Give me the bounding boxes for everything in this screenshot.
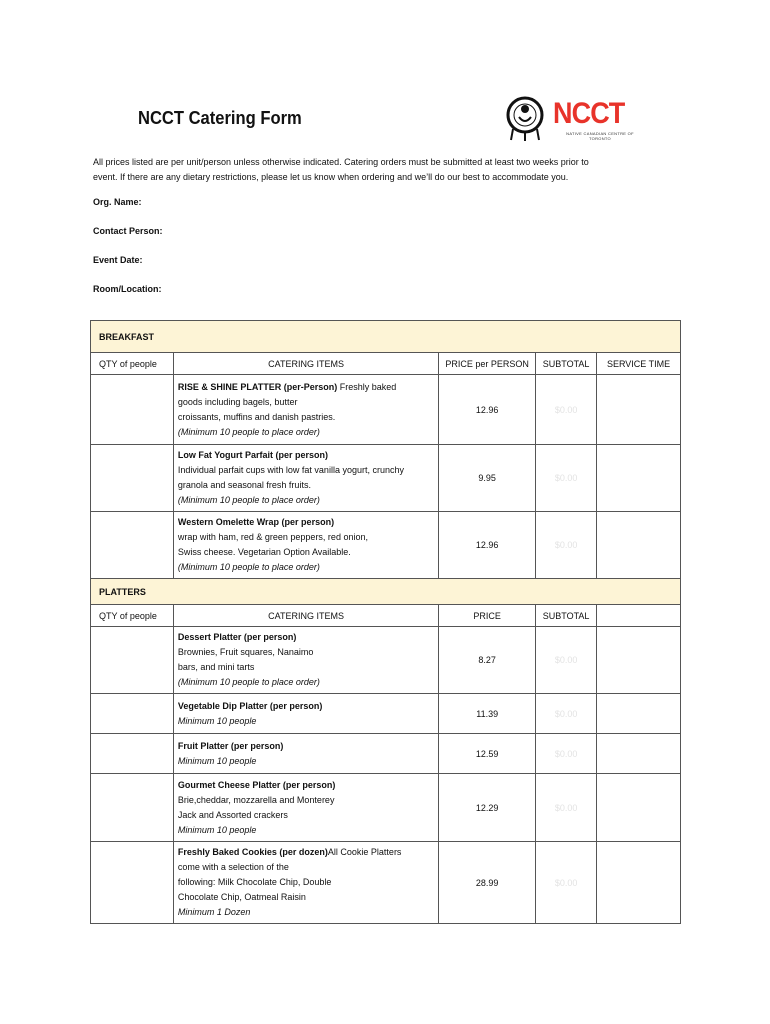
col-header-subtotal: SUBTOTAL [536, 353, 597, 375]
item-cell [173, 734, 438, 774]
qty-cell[interactable] [91, 445, 174, 512]
intro-line: All prices listed are per unit/person unless otherwise indicated. Catering orders must be submitted at least two weeks prior to [93, 157, 589, 167]
item-desc: goods including bagels, butter [177, 396, 298, 407]
item-cell [173, 842, 438, 924]
col-header-blank [597, 605, 681, 627]
item-name: Fruit Platter (per person) [177, 740, 284, 751]
item-desc: Swiss cheese. Vegetarian Option Available. [177, 547, 351, 557]
item-minimum: (Minimum 10 people to place order) [177, 495, 320, 505]
qty-cell[interactable] [91, 512, 174, 579]
intro-line: event. If there are any dietary restrictions, please let us know when ordering and we’ll do our best to accommodate you. [93, 172, 569, 182]
item-desc: Freshly baked [337, 381, 397, 392]
price-cell: 28.99 [439, 842, 536, 924]
qty-cell[interactable] [91, 694, 174, 734]
breakfast-header-row [91, 353, 681, 375]
item-cell [173, 445, 438, 512]
item-cell [173, 694, 438, 734]
item-minimum: (Minimum 10 people to place order) [177, 677, 320, 687]
breakfast-section-row [91, 321, 681, 353]
subtotal-cell: $0.00 [536, 842, 597, 924]
extra-cell[interactable] [597, 774, 681, 842]
item-name: Gourmet Cheese Platter (per person) [177, 779, 336, 790]
price-cell: 9.95 [439, 445, 536, 512]
item-name: Western Omelette Wrap (per person) [177, 517, 335, 527]
price-cell: 12.29 [439, 774, 536, 842]
price-cell: 12.96 [439, 375, 536, 445]
table-row [91, 375, 681, 445]
table-row [91, 734, 681, 774]
service-time-cell[interactable] [597, 375, 681, 445]
item-desc: bars, and mini tarts [177, 662, 255, 672]
platters-header-row [91, 605, 681, 627]
col-header-qty: QTY of people [91, 605, 174, 627]
extra-cell[interactable] [597, 842, 681, 924]
service-time-cell[interactable] [597, 512, 681, 579]
section-title: PLATTERS [91, 579, 681, 605]
item-minimum: Minimum 10 people [177, 824, 257, 835]
qty-cell[interactable] [91, 375, 174, 445]
table-row [91, 774, 681, 842]
org-name-label: Org. Name: [93, 197, 142, 207]
item-minimum: Minimum 10 people [177, 715, 257, 726]
col-header-qty: QTY of people [91, 353, 174, 375]
item-name: Low Fat Yogurt Parfait (per person) [177, 450, 329, 460]
item-desc: Individual parfait cups with low fat vanilla yogurt, crunchy [177, 465, 404, 475]
extra-cell[interactable] [597, 694, 681, 734]
qty-cell[interactable] [91, 842, 174, 924]
logo-brand-text: NCCT [553, 97, 625, 130]
item-name: RISE & SHINE PLATTER (per-Person) [177, 381, 338, 392]
item-desc: come with a selection of the [177, 862, 289, 872]
qty-cell[interactable] [91, 734, 174, 774]
item-minimum: Minimum 1 Dozen [177, 907, 251, 917]
item-minimum: (Minimum 10 people to place order) [177, 562, 320, 572]
price-cell: 12.96 [439, 512, 536, 579]
event-date-label: Event Date: [93, 255, 143, 265]
catering-table [90, 320, 681, 924]
table-row [91, 512, 681, 579]
item-name: Dessert Platter (per person) [177, 632, 297, 642]
room-location-label: Room/Location: [93, 284, 162, 294]
item-minimum: (Minimum 10 people to place order) [177, 426, 320, 437]
price-cell: 12.59 [439, 734, 536, 774]
item-desc: Brie,cheddar, mozzarella and Monterey [177, 794, 335, 805]
platters-section-row [91, 579, 681, 605]
item-desc: wrap with ham, red & green peppers, red onion, [177, 532, 368, 542]
price-cell: 11.39 [439, 694, 536, 734]
item-desc: following: Milk Chocolate Chip, Double [177, 877, 332, 887]
table-row [91, 445, 681, 512]
col-header-service-time: SERVICE TIME [597, 353, 681, 375]
dreamcatcher-icon [505, 95, 549, 141]
contact-person-label: Contact Person: [93, 226, 163, 236]
col-header-items: CATERING ITEMS [173, 353, 438, 375]
item-cell [173, 375, 438, 445]
service-time-cell[interactable] [597, 445, 681, 512]
item-cell [173, 627, 438, 694]
item-desc: Brownies, Fruit squares, Nanaimo [177, 647, 314, 657]
subtotal-cell: $0.00 [536, 627, 597, 694]
item-desc: croissants, muffins and danish pastries. [177, 411, 336, 422]
item-desc: Chocolate Chip, Oatmeal Raisin [177, 892, 306, 902]
item-desc: All Cookie Platters [327, 847, 402, 857]
col-header-items: CATERING ITEMS [173, 605, 438, 627]
table-row [91, 842, 681, 924]
ncct-logo [505, 95, 645, 145]
section-title: BREAKFAST [91, 321, 681, 353]
col-header-subtotal: SUBTOTAL [536, 605, 597, 627]
qty-cell[interactable] [91, 627, 174, 694]
extra-cell[interactable] [597, 627, 681, 694]
col-header-price: PRICE per PERSON [439, 353, 536, 375]
subtotal-cell: $0.00 [536, 694, 597, 734]
item-cell [173, 512, 438, 579]
price-cell: 8.27 [439, 627, 536, 694]
subtotal-cell: $0.00 [536, 375, 597, 445]
intro-text [93, 155, 613, 185]
item-minimum: Minimum 10 people [177, 755, 257, 766]
col-header-price: PRICE [439, 605, 536, 627]
subtotal-cell: $0.00 [536, 512, 597, 579]
table-row [91, 694, 681, 734]
subtotal-cell: $0.00 [536, 734, 597, 774]
subtotal-cell: $0.00 [536, 445, 597, 512]
item-cell [173, 774, 438, 842]
item-name: Vegetable Dip Platter (per person) [177, 700, 323, 711]
logo-subtext: NATIVE CANADIAN CENTRE OF TORONTO [566, 131, 634, 141]
page-title: NCCT Catering Form [138, 108, 302, 128]
item-desc: Jack and Assorted crackers [177, 809, 288, 820]
qty-cell[interactable] [91, 774, 174, 842]
item-desc: granola and seasonal fresh fruits. [177, 480, 311, 490]
extra-cell[interactable] [597, 734, 681, 774]
item-name: Freshly Baked Cookies (per dozen) [177, 847, 328, 857]
table-row [91, 627, 681, 694]
subtotal-cell: $0.00 [536, 774, 597, 842]
